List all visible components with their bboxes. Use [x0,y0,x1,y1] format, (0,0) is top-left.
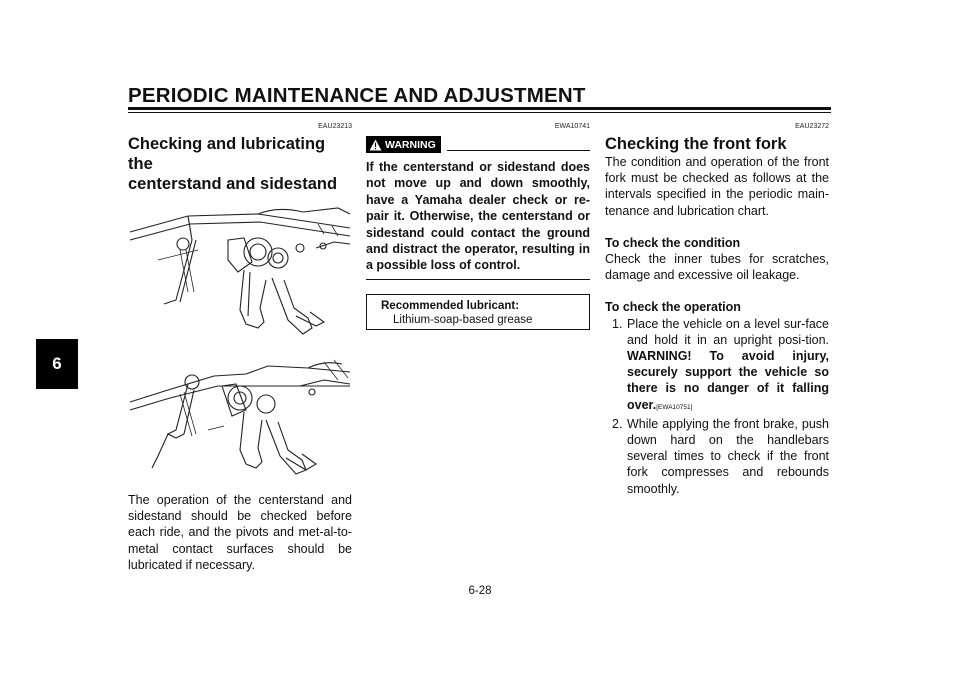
page-header-title: PERIODIC MAINTENANCE AND ADJUSTMENT [128,84,586,107]
step-text: Place the vehicle on a level sur-face and hold it in an upright posi-tion. [627,316,829,347]
warning-header [366,136,590,153]
list-item [605,416,829,497]
warning-rule [447,150,590,151]
front-fork-intro: The condition and operation of the front fork must be checked as follows at the intervals specified in the periodic main-tenance and lubrication chart. [605,155,829,218]
step-number: 2. [612,416,623,431]
step-text: While applying the front brake, push down hard on the handlebars several times to check if the front fork compresses and rebounds smoothly. [627,416,829,496]
centerstand-body-text: The operation of the centerstand and sidestand should be checked before each ride, and the pivots and met-al-to-metal contact surfaces should be lubricated if necessary. [128,493,352,572]
section-title-line2: centerstand and sidestand [128,175,338,193]
sidestand-illustration [128,346,352,486]
warning-text: If the centerstand or sidestand does not move up and down smoothly, have a Yamaha dealer check or re-pair it. Otherwise, the centerstand or sidestand could contact the ground and distract the operator, resulting in a possible loss of control. [366,159,590,280]
warning-code: EWA10741 [554,123,590,130]
step-warning: WARNING! To avoid injury, securely support the vehicle so there is no danger of it falling over. [627,349,829,412]
section-title-front-fork: Checking the front fork [605,135,787,153]
warning-label: WARNING [385,138,436,151]
chapter-tab[interactable]: 6 [36,339,78,389]
condition-body: Check the inner tubes for scratches, damage and excessive oil leakage. [605,252,829,283]
column-front-fork [605,122,829,497]
lubricant-box [366,294,590,330]
header-rule-thin [128,112,831,113]
condition-heading: To check the condition [605,235,741,250]
lubricant-label: Recommended lubricant: [381,299,520,312]
column-centerstand [128,122,352,573]
step-warning-code: [EWA10751] [656,403,693,411]
lubricant-value: Lithium-soap-based grease [393,313,533,326]
warning-badge [366,136,441,153]
page-number: 6-28 [468,585,492,597]
column-warning [366,122,590,330]
centerstand-illustration [128,200,352,340]
operation-heading: To check the operation [605,300,741,315]
section-title-line1: Checking and lubricating the [128,135,326,173]
section-code: EAU23272 [795,123,829,130]
operation-steps [605,316,829,497]
step-number: 1. [612,316,623,331]
header-rule [128,107,831,110]
section-code: EAU23213 [318,123,352,130]
list-item [605,316,829,416]
warning-triangle-icon [369,139,382,151]
section-title-centerstand [128,134,352,194]
